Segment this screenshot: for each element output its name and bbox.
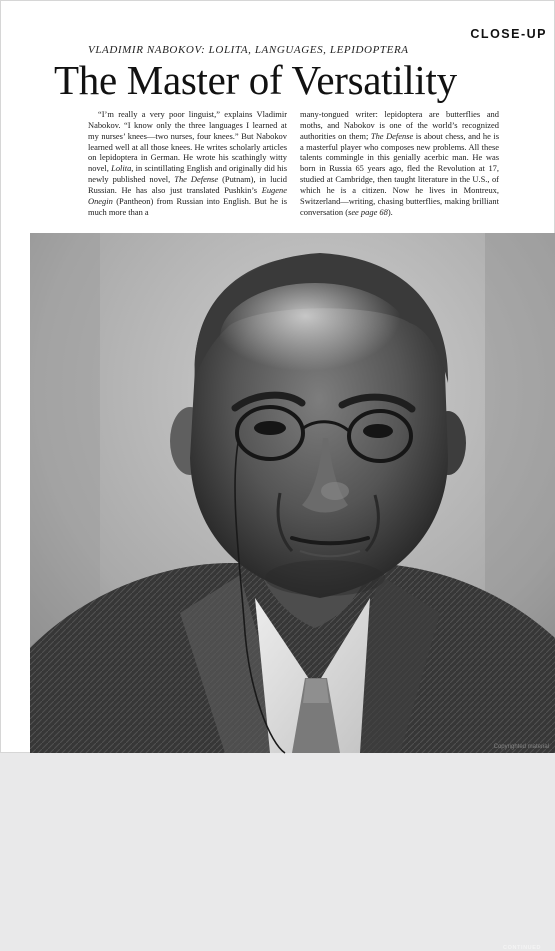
portrait-illustration <box>30 233 555 753</box>
italic-title-run: The Defense <box>370 130 414 141</box>
article-kicker: VLADIMIR NABOKOV: LOLITA, LANGUAGES, LEPIDOPTERA <box>88 44 409 56</box>
body-paragraph-right <box>300 109 499 217</box>
text-run: ). <box>387 206 393 217</box>
continued-label: CONTINUED <box>503 945 542 951</box>
italic-title-run: see page 68 <box>348 206 388 217</box>
portrait-photo <box>30 233 555 951</box>
body-column-right <box>300 109 499 217</box>
italic-title-run: Eugene Onegin <box>88 184 287 206</box>
text-run: , in scintillating English and originally did his newly published novel, <box>88 163 287 185</box>
page-title: The Master of Versatility <box>54 57 457 103</box>
italic-title-run: The Defense <box>174 174 219 185</box>
body-column-left <box>88 109 287 217</box>
text-run: (Pantheon) from Russian into English. But he is much more than a <box>88 195 287 217</box>
section-label: CLOSE-UP <box>470 27 547 41</box>
text-run: (Putnam), in lucid Russian. He has also just translated Pushkin’s <box>88 174 287 195</box>
watermark: Copyrighted material <box>493 744 549 750</box>
text-run: “I’m really a very poor linguist,” explains Vladimir Nabokov. “I know only the three languages I learned at my nurses’ knees—two nurses, four knees.” But Nabokov learned well at all those knees. He writes scholarly articles on lepidoptera in German. He wrote his scathingly witty novel, <box>88 109 287 174</box>
italic-title-run: Lolita <box>111 163 132 174</box>
text-run: many-tongued writer: lepidoptera are butterflies and moths, and Nabokov is one of the world’s recognized authorities on them; <box>300 109 499 141</box>
body-paragraph-left <box>88 109 287 217</box>
text-run: is about chess, and he is a masterful player who composes new problems. All these talents commingle in this genially acerbic man. He was born in Russia 65 years ago, fled the Revolution at 17, studied at Cambridge, then taught literature in the U.S., of which he is a citizen. Now he lives in Montreux, Switzerland—writing, chasing butterflies, making brilliant conversation ( <box>300 130 499 217</box>
